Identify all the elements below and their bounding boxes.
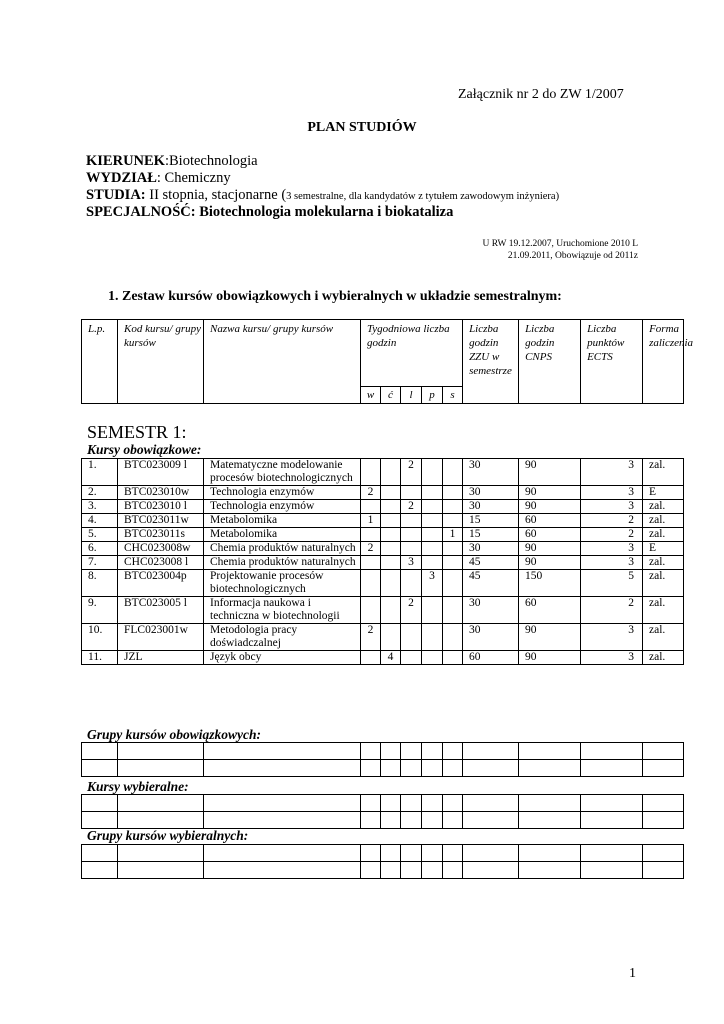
course-p-cell: 3 — [422, 570, 443, 597]
course-lp-cell: 11. — [82, 651, 118, 665]
course-p-cell — [422, 500, 443, 514]
course-p-cell — [422, 542, 443, 556]
label-kursy-wybieralne: Kursy wybieralne: — [87, 779, 189, 794]
course-forma-cell: zal. — [643, 556, 684, 570]
empty-row — [82, 845, 684, 862]
course-nazwa-cell: Język obcy — [204, 651, 361, 665]
course-w-cell: 1 — [361, 514, 381, 528]
wydzial-label: WYDZIAŁ — [86, 170, 157, 186]
header-kod: Kod kursu/ grupy kursów — [118, 320, 204, 404]
course-c-cell — [381, 556, 401, 570]
course-forma-cell: E — [643, 486, 684, 500]
header-nazwa: Nazwa kursu/ grupy kursów — [204, 320, 361, 404]
course-w-cell — [361, 556, 381, 570]
course-ects-cell: 3 — [581, 500, 643, 514]
course-c-cell — [381, 459, 401, 486]
course-forma-cell: zal. — [643, 500, 684, 514]
wydzial-line — [86, 170, 231, 187]
course-lp-cell: 8. — [82, 570, 118, 597]
course-l-cell: 2 — [401, 597, 422, 624]
course-cnps-cell: 90 — [519, 556, 581, 570]
course-kod-cell: BTC023009 l — [118, 459, 204, 486]
course-nazwa-cell: Chemia produktów naturalnych — [204, 556, 361, 570]
course-s-cell — [443, 556, 463, 570]
course-ects-cell: 2 — [581, 514, 643, 528]
course-row — [82, 459, 684, 486]
annex-reference: Załącznik nr 2 do ZW 1/2007 — [458, 87, 624, 102]
course-lp-cell: 9. — [82, 597, 118, 624]
course-forma-cell: zal. — [643, 570, 684, 597]
course-c-cell — [381, 514, 401, 528]
course-s-cell — [443, 459, 463, 486]
kursy-wybieralne-table — [81, 794, 684, 829]
label-grupy-obowiazkowych: Grupy kursów obowiązkowych: — [87, 727, 262, 742]
course-p-cell — [422, 556, 443, 570]
specjalnosc-line — [86, 204, 453, 221]
course-forma-cell: zal. — [643, 528, 684, 542]
course-cnps-cell: 90 — [519, 651, 581, 665]
urw-line1: U RW 19.12.2007, Uruchomione 2010 L — [482, 239, 638, 249]
course-s-cell — [443, 500, 463, 514]
course-kod-cell: BTC023005 l — [118, 597, 204, 624]
course-kod-cell: BTC023010 l — [118, 500, 204, 514]
course-row — [82, 651, 684, 665]
course-w-cell: 2 — [361, 486, 381, 500]
course-cnps-cell: 60 — [519, 597, 581, 624]
header-s: s — [443, 387, 463, 404]
course-c-cell: 4 — [381, 651, 401, 665]
course-zzu-cell: 30 — [463, 542, 519, 556]
course-p-cell — [422, 528, 443, 542]
course-w-cell — [361, 651, 381, 665]
course-lp-cell: 2. — [82, 486, 118, 500]
empty-row — [82, 862, 684, 879]
course-kod-cell: BTC023004p — [118, 570, 204, 597]
grupy-obowiazkowe-table — [81, 742, 684, 777]
course-l-cell: 2 — [401, 459, 422, 486]
course-s-cell — [443, 486, 463, 500]
studia-label: STUDIA: — [86, 187, 146, 203]
course-row — [82, 597, 684, 624]
header-tygodniowa: Tygodniowa liczba godzin — [361, 320, 463, 387]
course-nazwa-cell: Technologia enzymów — [204, 486, 361, 500]
course-c-cell — [381, 570, 401, 597]
header-c: ć — [381, 387, 401, 404]
urw-line2: 21.09.2011, Obowiązuje od 2011z — [507, 251, 638, 261]
empty-row — [82, 795, 684, 812]
kierunek-line — [86, 153, 258, 170]
page-number: 1 — [629, 966, 636, 981]
courses-table — [81, 458, 684, 665]
course-p-cell — [422, 597, 443, 624]
course-w-cell — [361, 500, 381, 514]
course-forma-cell: zal. — [643, 651, 684, 665]
header-forma: Forma zaliczenia — [643, 320, 684, 404]
course-s-cell — [443, 624, 463, 651]
header-ects: Liczba punktów ECTS — [581, 320, 643, 404]
course-nazwa-cell: Matematyczne modelowanie procesów biotechnologicznych — [204, 459, 361, 486]
course-kod-cell: FLC023001w — [118, 624, 204, 651]
course-w-cell: 2 — [361, 542, 381, 556]
course-p-cell — [422, 651, 443, 665]
empty-row — [82, 812, 684, 829]
kierunek-label: KIERUNEK — [86, 153, 165, 169]
course-lp-cell: 5. — [82, 528, 118, 542]
studia-value: II stopnia, stacjonarne ( — [145, 187, 287, 203]
header-w: w — [361, 387, 381, 404]
course-kod-cell: JZL — [118, 651, 204, 665]
course-w-cell — [361, 597, 381, 624]
studia-line — [86, 187, 559, 205]
course-nazwa-cell: Metodologia pracy doświadczalnej — [204, 624, 361, 651]
course-kod-cell: BTC023011s — [118, 528, 204, 542]
course-zzu-cell: 45 — [463, 556, 519, 570]
course-nazwa-cell: Technologia enzymów — [204, 500, 361, 514]
course-l-cell — [401, 570, 422, 597]
course-c-cell — [381, 624, 401, 651]
course-w-cell — [361, 570, 381, 597]
course-row — [82, 486, 684, 500]
course-ects-cell: 5 — [581, 570, 643, 597]
course-nazwa-cell: Projektowanie procesów biotechnologicznych — [204, 570, 361, 597]
course-zzu-cell: 30 — [463, 500, 519, 514]
wydzial-value: : Chemiczny — [156, 170, 231, 186]
course-c-cell — [381, 542, 401, 556]
page-title: PLAN STUDIÓW — [307, 120, 417, 135]
course-p-cell — [422, 514, 443, 528]
course-l-cell: 3 — [401, 556, 422, 570]
course-nazwa-cell: Metabolomika — [204, 514, 361, 528]
course-w-cell: 2 — [361, 624, 381, 651]
course-kod-cell: CHC023008 l — [118, 556, 204, 570]
empty-row — [82, 760, 684, 777]
course-lp-cell: 10. — [82, 624, 118, 651]
kierunek-value: :Biotechnologia — [164, 153, 258, 169]
course-row — [82, 570, 684, 597]
course-ects-cell: 2 — [581, 597, 643, 624]
studia-note: 3 semestralne, dla kandydatów z tytułem zawodowym inżyniera) — [286, 191, 560, 202]
course-forma-cell: zal. — [643, 459, 684, 486]
course-w-cell — [361, 528, 381, 542]
course-c-cell — [381, 500, 401, 514]
course-cnps-cell: 90 — [519, 624, 581, 651]
course-l-cell: 2 — [401, 500, 422, 514]
course-p-cell — [422, 624, 443, 651]
course-c-cell — [381, 528, 401, 542]
course-zzu-cell: 15 — [463, 528, 519, 542]
course-row — [82, 514, 684, 528]
course-row — [82, 542, 684, 556]
course-cnps-cell: 90 — [519, 500, 581, 514]
course-zzu-cell: 30 — [463, 597, 519, 624]
course-cnps-cell: 90 — [519, 542, 581, 556]
urw-note — [482, 238, 638, 262]
course-l-cell — [401, 514, 422, 528]
course-l-cell — [401, 624, 422, 651]
course-zzu-cell: 30 — [463, 624, 519, 651]
course-lp-cell: 6. — [82, 542, 118, 556]
course-lp-cell: 7. — [82, 556, 118, 570]
course-c-cell — [381, 486, 401, 500]
course-ects-cell: 3 — [581, 556, 643, 570]
course-l-cell — [401, 542, 422, 556]
course-zzu-cell: 60 — [463, 651, 519, 665]
course-nazwa-cell: Metabolomika — [204, 528, 361, 542]
course-forma-cell: zal. — [643, 514, 684, 528]
course-cnps-cell: 90 — [519, 459, 581, 486]
course-s-cell — [443, 570, 463, 597]
course-forma-cell: E — [643, 542, 684, 556]
course-l-cell — [401, 486, 422, 500]
label-kursy-obowiazkowe: Kursy obowiązkowe: — [87, 442, 202, 457]
course-s-cell: 1 — [443, 528, 463, 542]
course-ects-cell: 3 — [581, 459, 643, 486]
course-cnps-cell: 90 — [519, 486, 581, 500]
header-p: p — [422, 387, 443, 404]
header-table — [81, 319, 694, 404]
course-nazwa-cell: Informacja naukowa i techniczna w biotechnologii — [204, 597, 361, 624]
label-grupy-wybieralnych: Grupy kursów wybieralnych: — [87, 828, 249, 843]
course-ects-cell: 3 — [581, 651, 643, 665]
header-cnps: Liczba godzin CNPS — [519, 320, 581, 404]
course-kod-cell: BTC023010w — [118, 486, 204, 500]
course-s-cell — [443, 597, 463, 624]
course-row — [82, 500, 684, 514]
grupy-wybieralne-table — [81, 844, 684, 879]
course-zzu-cell: 15 — [463, 514, 519, 528]
header-lp: L.p. — [82, 320, 118, 404]
course-s-cell — [443, 651, 463, 665]
header-l: l — [401, 387, 422, 404]
course-s-cell — [443, 542, 463, 556]
course-cnps-cell: 60 — [519, 514, 581, 528]
course-c-cell — [381, 597, 401, 624]
course-cnps-cell: 150 — [519, 570, 581, 597]
course-forma-cell: zal. — [643, 597, 684, 624]
course-lp-cell: 4. — [82, 514, 118, 528]
specjalnosc-label: SPECJALNOŚĆ: Biotechnologia molekularna i biokataliza — [86, 204, 454, 220]
course-forma-cell: zal. — [643, 624, 684, 651]
course-ects-cell: 3 — [581, 624, 643, 651]
semester-heading: SEMESTR 1: — [87, 422, 187, 442]
course-s-cell — [443, 514, 463, 528]
course-lp-cell: 1. — [82, 459, 118, 486]
section-heading: 1. Zestaw kursów obowiązkowych i wybieralnych w układzie semestralnym: — [108, 289, 562, 304]
empty-row — [82, 743, 684, 760]
course-zzu-cell: 45 — [463, 570, 519, 597]
course-ects-cell: 3 — [581, 542, 643, 556]
course-cnps-cell: 60 — [519, 528, 581, 542]
course-l-cell — [401, 528, 422, 542]
course-zzu-cell: 30 — [463, 459, 519, 486]
course-ects-cell: 2 — [581, 528, 643, 542]
course-w-cell — [361, 459, 381, 486]
course-lp-cell: 3. — [82, 500, 118, 514]
course-row — [82, 624, 684, 651]
course-ects-cell: 3 — [581, 486, 643, 500]
course-row — [82, 528, 684, 542]
course-row — [82, 556, 684, 570]
course-p-cell — [422, 459, 443, 486]
course-p-cell — [422, 486, 443, 500]
course-nazwa-cell: Chemia produktów naturalnych — [204, 542, 361, 556]
course-kod-cell: CHC023008w — [118, 542, 204, 556]
course-zzu-cell: 30 — [463, 486, 519, 500]
course-kod-cell: BTC023011w — [118, 514, 204, 528]
course-l-cell — [401, 651, 422, 665]
header-zzu: Liczba godzin ZZU w semestrze — [463, 320, 519, 404]
